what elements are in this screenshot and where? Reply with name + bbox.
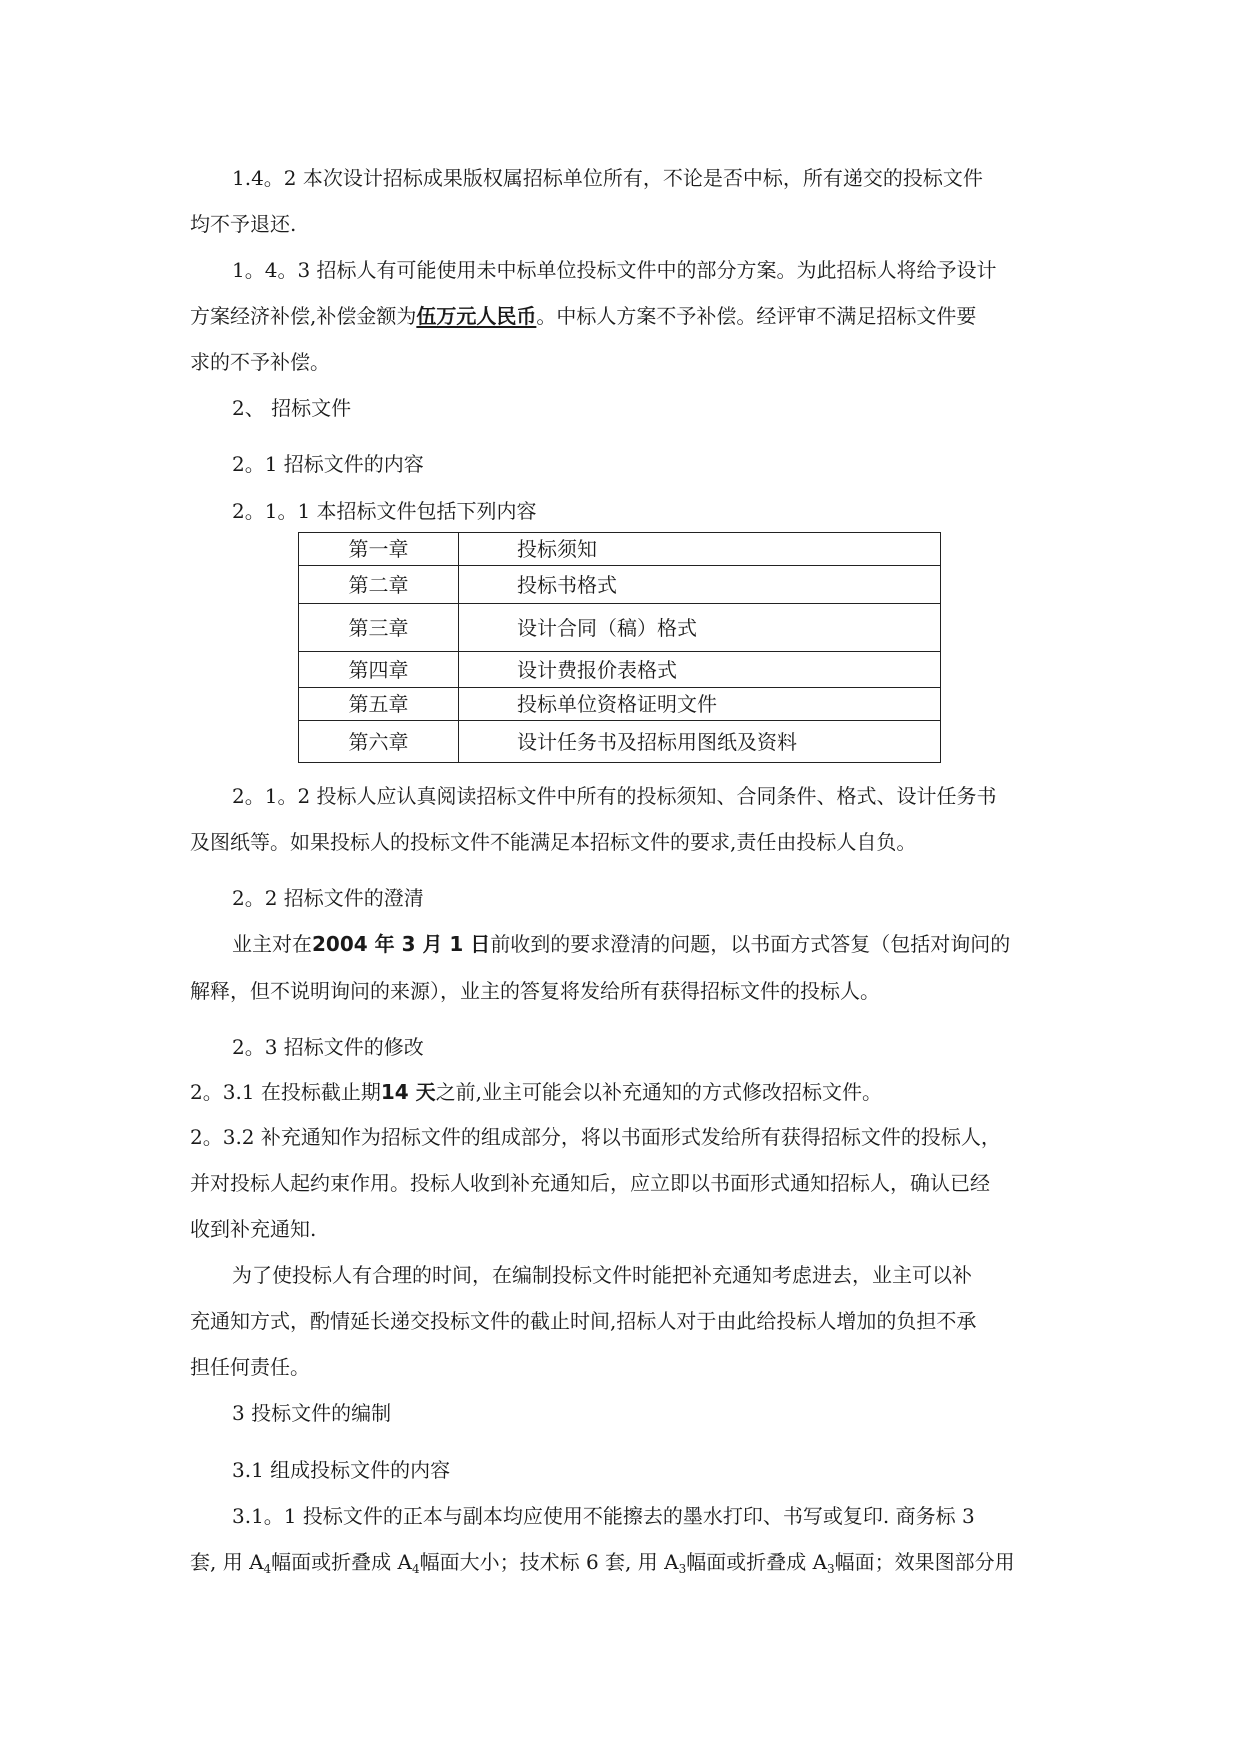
- heading-3: 3 投标文件的编制: [232, 1401, 392, 1425]
- chapter-title: 设计费报价表格式: [459, 652, 941, 688]
- text-segment: 。中标人方案不予补偿。经评审不满足招标文件要: [536, 304, 977, 328]
- text-segment: 方案经济补偿,补偿金额为: [190, 304, 417, 328]
- text-segment: 幅面；效果图部分用: [834, 1550, 1015, 1574]
- para-2-1-2-line2: 及图纸等。如果投标人的投标文件不能满足本招标文件的要求,责任由投标人自负。: [190, 830, 917, 854]
- chapter-title: 投标书格式: [459, 566, 941, 604]
- para-2-3-2-line2: 并对投标人起约束作用。投标人收到补充通知后，应立即以书面形式通知招标人，确认已经: [190, 1171, 990, 1195]
- chapter-number: 第六章: [299, 721, 459, 763]
- para-1-4-3-line2: [190, 304, 976, 328]
- heading-2-1: 2。1 招标文件的内容: [232, 452, 424, 476]
- chapter-title: 设计任务书及招标用图纸及资料: [459, 721, 941, 763]
- subscript: 4: [263, 1562, 272, 1576]
- para-2-3-1: [190, 1080, 882, 1104]
- para-clarification-line2: 解释，但不说明询问的来源），业主的答复将发给所有获得招标文件的投标人。: [190, 979, 880, 1003]
- heading-2-3: 2。3 招标文件的修改: [232, 1035, 424, 1059]
- para-3-1-1-line1: 3.1。1 投标文件的正本与副本均应使用不能擦去的墨水打印、书写或复印. 商务标 3: [232, 1504, 975, 1528]
- para-2-3-2-line1: 2。3.2 补充通知作为招标文件的组成部分，将以书面形式发给所有获得招标文件的投标人，: [190, 1125, 1001, 1149]
- compensation-amount: 伍万元人民币: [416, 304, 537, 328]
- heading-2: 2、 招标文件: [232, 396, 352, 420]
- heading-2-1-1: 2。1。1 本招标文件包括下列内容: [232, 499, 537, 523]
- text-segment: 幅面大小；技术标 6 套, 用 A: [419, 1550, 679, 1574]
- text-segment: 2。3.1 在投标截止期: [190, 1080, 381, 1104]
- chapter-title: 投标须知: [459, 533, 941, 566]
- chapter-title: 投标单位资格证明文件: [459, 688, 941, 721]
- para-1-4-2-line2: 均不予退还.: [190, 212, 297, 236]
- text-segment: 套, 用 A: [190, 1550, 264, 1574]
- para-extension-line3: 担任何责任。: [190, 1355, 310, 1379]
- text-segment: 幅面或折叠成 A: [686, 1550, 828, 1574]
- table-row: [299, 721, 941, 763]
- subscript: 4: [411, 1562, 420, 1576]
- chapter-number: 第四章: [299, 652, 459, 688]
- para-clarification-line1: [232, 932, 1010, 956]
- table-row: [299, 688, 941, 721]
- heading-2-2: 2。2 招标文件的澄清: [232, 886, 424, 910]
- para-3-1-1-line2: [190, 1550, 1015, 1574]
- chapter-number: 第三章: [299, 604, 459, 652]
- text-segment: 幅面或折叠成 A: [271, 1550, 412, 1574]
- table-row: [299, 604, 941, 652]
- chapter-table: [298, 532, 941, 763]
- chapter-number: 第五章: [299, 688, 459, 721]
- table-row: [299, 533, 941, 566]
- text-segment: 之前,业主可能会以补充通知的方式修改招标文件。: [435, 1080, 883, 1104]
- para-extension-line2: 充通知方式，酌情延长递交投标文件的截止时间,招标人对于由此给投标人增加的负担不承: [190, 1309, 977, 1333]
- text-segment: 前收到的要求澄清的问题，以书面方式答复（包括对询问的: [490, 932, 1011, 956]
- para-1-4-3-line1: 1。4。3 招标人有可能使用未中标单位投标文件中的部分方案。为此招标人将给予设计: [232, 258, 997, 282]
- table-row: [299, 566, 941, 604]
- chapter-number: 第一章: [299, 533, 459, 566]
- table-row: [299, 652, 941, 688]
- subscript: 3: [827, 1562, 835, 1576]
- para-extension-line1: 为了使投标人有合理的时间，在编制投标文件时能把补充通知考虑进去，业主可以补: [232, 1263, 972, 1287]
- chapter-title: 设计合同（稿）格式: [459, 604, 941, 652]
- subscript: 3: [678, 1562, 687, 1576]
- para-1-4-2-line1: 1.4。2 本次设计招标成果版权属招标单位所有，不论是否中标，所有递交的投标文件: [232, 166, 983, 190]
- chapter-number: 第二章: [299, 566, 459, 604]
- para-1-4-3-line3: 求的不予补偿。: [190, 350, 330, 374]
- deadline-days: 14 天: [380, 1080, 436, 1104]
- para-2-3-2-line3: 收到补充通知.: [190, 1217, 317, 1241]
- clarification-date: 2004 年 3 月 1 日: [312, 932, 491, 956]
- para-2-1-2-line1: 2。1。2 投标人应认真阅读招标文件中所有的投标须知、合同条件、格式、设计任务书: [232, 784, 997, 808]
- heading-3-1: 3.1 组成投标文件的内容: [232, 1458, 451, 1482]
- text-segment: 业主对在: [232, 932, 312, 956]
